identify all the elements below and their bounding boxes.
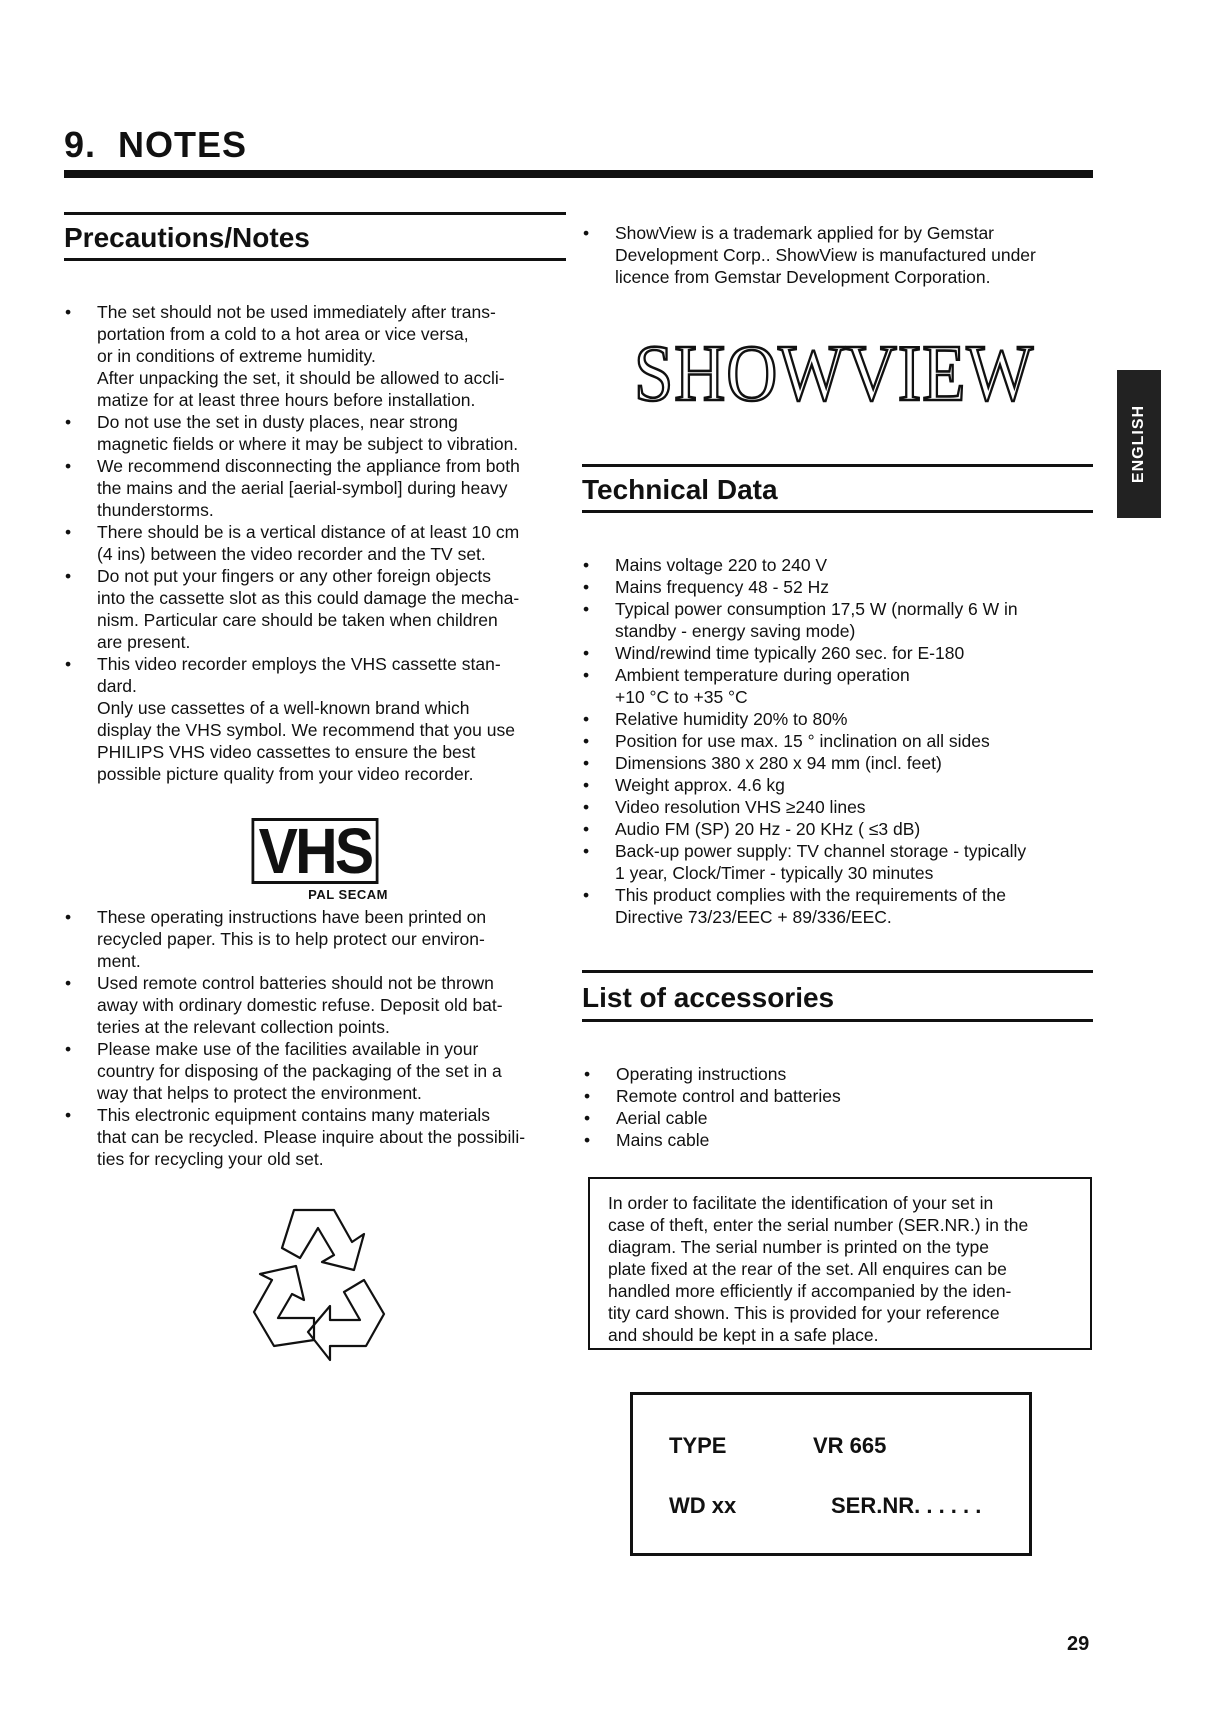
list-item: • Ambient temperature during operation	[582, 664, 1102, 686]
list-item-continuation: the mains and the aerial [aerial-symbol] during heavy	[97, 478, 508, 498]
list-item: • There should be is a vertical distance of at least 10 cm	[64, 521, 584, 543]
list-item: • This video recorder employs the VHS cassette stan-	[64, 653, 584, 675]
list-item-continuation: into the cassette slot as this could damage the mecha-	[97, 588, 520, 608]
accessories-top-rule	[582, 970, 1093, 973]
list-item: • Operating instructions	[583, 1063, 1083, 1085]
technical-list	[582, 554, 1102, 928]
list-item-continuation: Directive 73/23/EEC + 89/336/EEC.	[615, 907, 892, 927]
list-item: • The set should not be used immediately after trans-	[64, 301, 584, 323]
vhs-logo	[246, 815, 388, 902]
serial-info-box	[588, 1177, 1092, 1350]
technical-bottom-rule	[582, 510, 1093, 513]
list-item-continuation: dard.	[97, 676, 137, 696]
list-item: • Audio FM (SP) 20 Hz - 20 KHz ( ≤3 dB)	[582, 818, 1102, 840]
list-item-continuation: away with ordinary domestic refuse. Deposit old bat-	[97, 995, 503, 1015]
info-box-line: handled more efficiently if accompanied by the iden-	[608, 1281, 1012, 1301]
list-item: • Dimensions 380 x 280 x 94 mm (incl. feet)	[582, 752, 1102, 774]
list-item: • Video resolution VHS ≥240 lines	[582, 796, 1102, 818]
page-number: 29	[1067, 1633, 1090, 1655]
list-item: • Position for use max. 15 ° inclination on all sides	[582, 730, 1102, 752]
section-title: NOTES	[118, 124, 248, 165]
technical-top-rule	[582, 464, 1093, 467]
showview-logo-text: SHOWVIEW	[634, 330, 1034, 418]
list-item-continuation: or in conditions of extreme humidity.	[97, 346, 376, 366]
list-item-continuation: portation from a cold to a hot area or vice versa,	[97, 324, 469, 344]
list-item-continuation: country for disposing of the packaging of the set in a	[97, 1061, 502, 1081]
list-item: • Please make use of the facilities available in your	[64, 1038, 584, 1060]
list-item-continuation: Only use cassettes of a well-known brand which	[97, 698, 470, 718]
list-item: • ShowView is a trademark applied for by Gemstar	[582, 222, 1092, 244]
list-item: • Back-up power supply: TV channel storage - typically	[582, 840, 1102, 862]
list-item-continuation: nism. Particular care should be taken when children	[97, 610, 498, 630]
list-item: • Mains voltage 220 to 240 V	[582, 554, 1102, 576]
list-item: • Weight approx. 4.6 kg	[582, 774, 1102, 796]
recycle-icon	[234, 1200, 404, 1360]
list-item-continuation: ment.	[97, 951, 141, 971]
page-title	[64, 124, 247, 166]
identity-card	[630, 1392, 1032, 1556]
list-item: • Typical power consumption 17,5 W (normally 6 W in	[582, 598, 1102, 620]
list-item-continuation: magnetic fields or where it may be subject to vibration.	[97, 434, 519, 454]
list-item-continuation: +10 °C to +35 °C	[615, 687, 748, 707]
precautions-heading: Precautions/Notes	[64, 222, 310, 253]
accessories-heading: List of accessories	[582, 982, 835, 1013]
list-item-continuation: licence from Gemstar Development Corporation.	[615, 267, 991, 287]
vhs-pal-secam-label: PAL SECAM	[308, 887, 388, 902]
list-item: • Remote control and batteries	[583, 1085, 1083, 1107]
accessories-bottom-rule	[582, 1019, 1093, 1022]
technical-heading: Technical Data	[582, 474, 778, 505]
list-item: • Do not put your fingers or any other foreign objects	[64, 565, 584, 587]
list-item: • This electronic equipment contains many materials	[64, 1104, 584, 1126]
list-item: • Relative humidity 20% to 80%	[582, 708, 1102, 730]
list-item-continuation: recycled paper. This is to help protect our environ-	[97, 929, 485, 949]
language-tab-label: ENGLISH	[1130, 404, 1147, 484]
list-item-continuation: possible picture quality from your video recorder.	[97, 764, 474, 784]
list-item-continuation: matize for at least three hours before installation.	[97, 390, 476, 410]
list-item: • Aerial cable	[583, 1107, 1083, 1129]
info-box-line: and should be kept in a safe place.	[608, 1325, 879, 1345]
list-item-continuation: teries at the relevant collection points.	[97, 1017, 390, 1037]
showview-note	[582, 222, 1092, 288]
title-rule	[64, 170, 1093, 178]
language-tab	[1117, 370, 1161, 518]
info-box-line: case of theft, enter the serial number (SER.NR.) in the	[608, 1215, 1029, 1235]
list-item-continuation: that can be recycled. Please inquire about the possibili-	[97, 1127, 526, 1147]
type-value: VR 665	[813, 1433, 887, 1458]
list-item-continuation: PHILIPS VHS video cassettes to ensure the best	[97, 742, 476, 762]
accessories-list	[583, 1063, 1083, 1151]
list-item: • Mains cable	[583, 1129, 1083, 1151]
precautions-top-rule	[64, 212, 566, 215]
info-box-line: tity card shown. This is provided for your reference	[608, 1303, 1000, 1323]
list-item-continuation: are present.	[97, 632, 191, 652]
serial-number-field: SER.NR. . . . . .	[831, 1493, 982, 1518]
info-box-line: diagram. The serial number is printed on the type	[608, 1237, 989, 1257]
vhs-logo-mark: VHS	[252, 818, 379, 884]
list-item: • These operating instructions have been printed on	[64, 906, 584, 928]
list-item-continuation: way that helps to protect the environment.	[97, 1083, 422, 1103]
list-item-continuation: display the VHS symbol. We recommend that you use	[97, 720, 515, 740]
list-item-continuation: thunderstorms.	[97, 500, 214, 520]
list-item-continuation: 1 year, Clock/Timer - typically 30 minutes	[615, 863, 934, 883]
type-label: TYPE	[669, 1433, 727, 1458]
list-item: • Mains frequency 48 - 52 Hz	[582, 576, 1102, 598]
info-box-line: In order to facilitate the identification of your set in	[608, 1193, 994, 1213]
precautions-bottom-rule	[64, 258, 566, 261]
showview-logo	[630, 322, 1040, 418]
info-box-line: plate fixed at the rear of the set. All enquires can be	[608, 1259, 1007, 1279]
list-item-continuation: standby - energy saving mode)	[615, 621, 856, 641]
list-item-continuation: (4 ins) between the video recorder and the TV set.	[97, 544, 486, 564]
section-number: 9.	[64, 124, 97, 165]
list-item: • Wind/rewind time typically 260 sec. for E-180	[582, 642, 1102, 664]
wd-label: WD xx	[669, 1493, 737, 1518]
list-item-continuation: After unpacking the set, it should be allowed to accli-	[97, 368, 505, 388]
list-item-continuation: ties for recycling your old set.	[97, 1149, 324, 1169]
list-item: • Do not use the set in dusty places, near strong	[64, 411, 584, 433]
precautions-list-b	[64, 906, 584, 1170]
list-item: • This product complies with the requirements of the	[582, 884, 1102, 906]
precautions-list-a	[64, 301, 584, 785]
list-item: • We recommend disconnecting the appliance from both	[64, 455, 584, 477]
list-item-continuation: Development Corp.. ShowView is manufactured under	[615, 245, 1036, 265]
list-item: • Used remote control batteries should not be thrown	[64, 972, 584, 994]
